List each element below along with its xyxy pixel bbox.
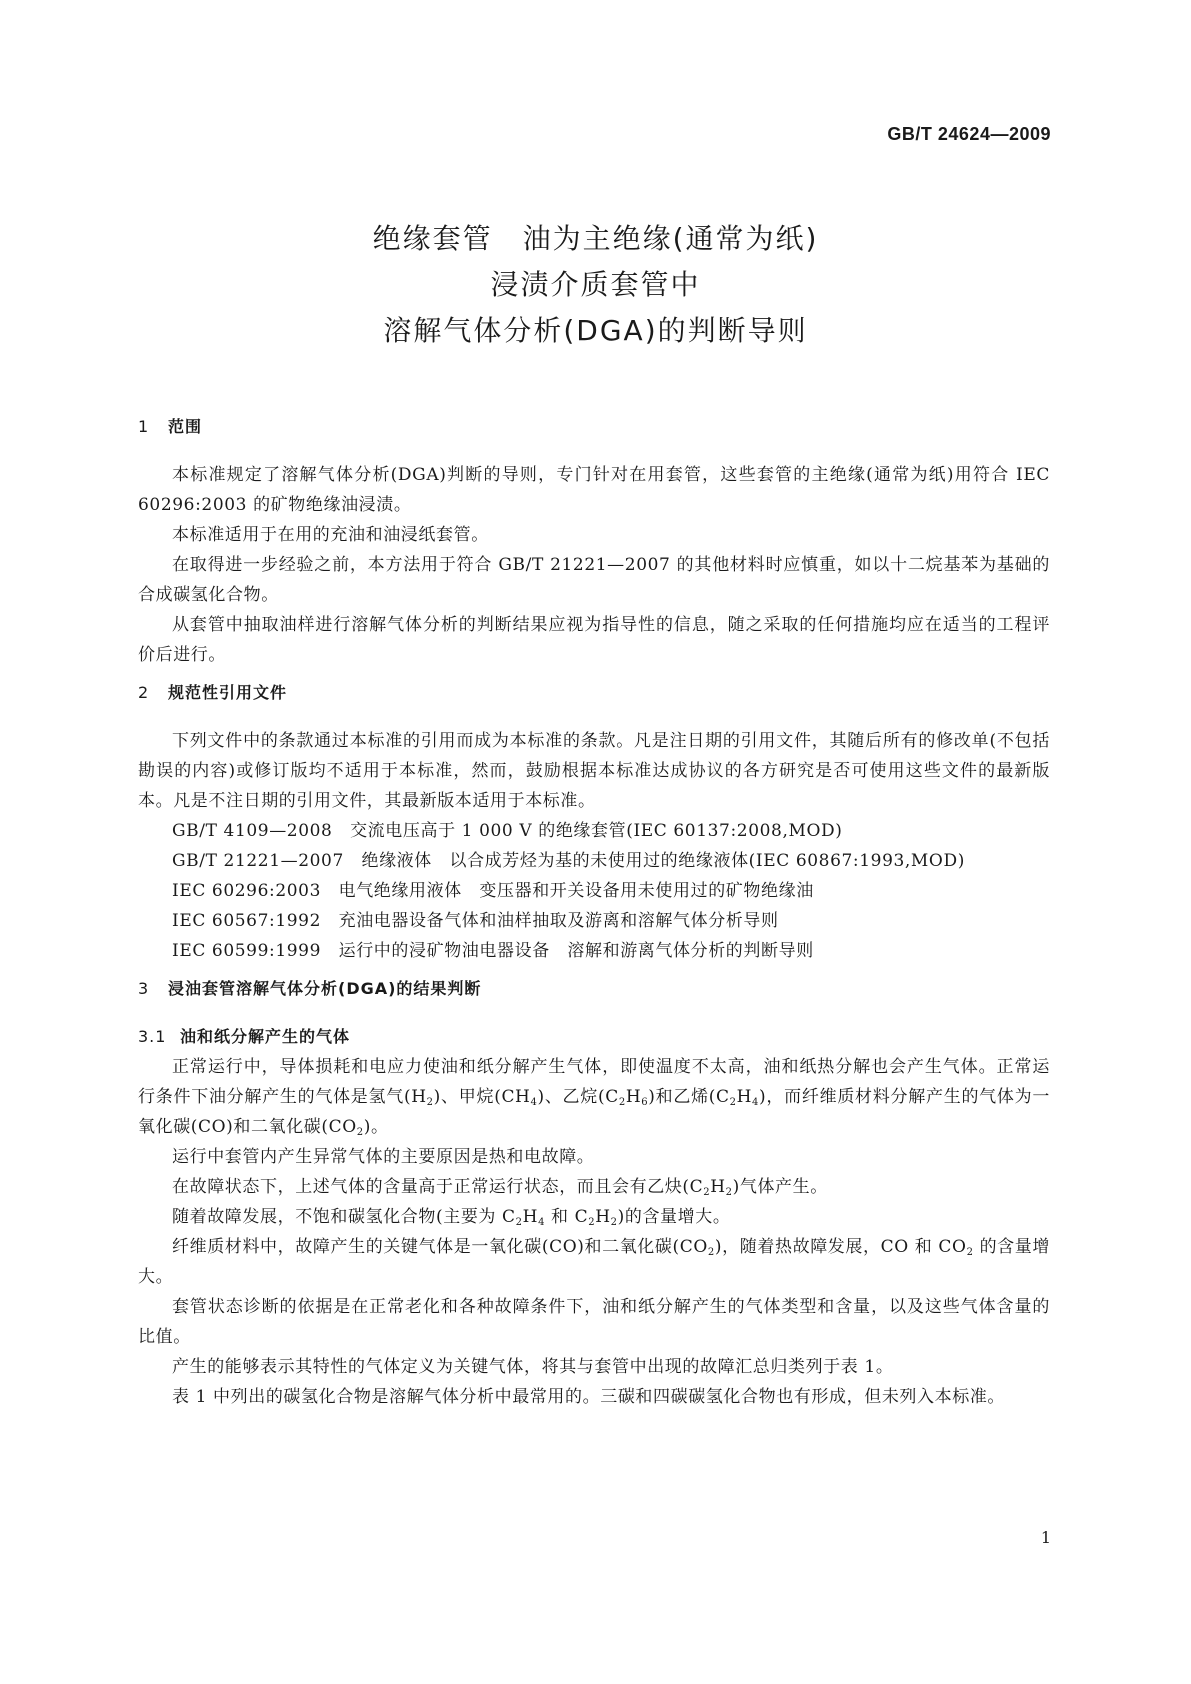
paragraph: 本标准适用于在用的充油和油浸纸套管。 [172,525,489,545]
paragraph: 表 1 中列出的碳氢化合物是溶解气体分析中最常用的。三碳和四碳碳氢化合物也有形成，但未列入本标准。 [172,1387,1006,1407]
reference-item: IEC 60567:1992 充油电器设备气体和油样抽取及游离和溶解气体分析导则 [172,911,779,931]
paragraph: 在故障状态下，上述气体的含量高于正常运行状态，而且会有乙炔$(C_2H_2)$气体产生。 [172,1177,828,1198]
reference-item: IEC 60296:2003 电气绝缘用液体 变压器和开关设备用未使用过的矿物绝缘油 [172,881,814,901]
section-number: 1 [138,417,150,436]
standard-code: GB/T 24624—2009 [887,124,1051,144]
reference-item: GB/T 4109—2008 交流电压高于 1 000 V 的绝缘套管(IEC 60137:2008,MOD) [172,821,843,841]
document-title [0,216,1191,354]
subsection-3-1-heading [138,1022,1050,1052]
paragraph: 正常运行中，导体损耗和电应力使油和纸分解产生气体，即使温度不太高，油和纸热分解也会产生气体。正常运行条件下油分解产生的气体是氢气$(H_2)$、甲烷$(CH_4)$、乙烷$(C_2H_6)$和乙烯$(C_2H_4)$，而纤维质材料分解产生的气体为一氧化碳(CO)和二氧化碳$(CO_2)$。 [138,1057,1050,1138]
paragraph: 随着故障发展，不饱和碳氢化合物(主要为 $C_2H_4$ 和 $C_2H_2$)的含量增大。 [172,1207,731,1228]
subsection-number: 3.1 [138,1027,167,1046]
section-number: 2 [138,683,150,702]
paragraph: 运行中套管内产生异常气体的主要原因是热和电故障。 [172,1147,595,1167]
title-line-2: 浸渍介质套管中 [490,268,701,301]
section-title: 范围 [168,417,203,436]
section-number: 3 [138,979,150,998]
reference-item: GB/T 21221—2007 绝缘液体 以合成芳烃为基的未使用过的绝缘液体(IEC 60867:1993,MOD) [172,851,965,871]
paragraph: 下列文件中的条款通过本标准的引用而成为本标准的条款。凡是注日期的引用文件，其随后所有的修改单(不包括勘误的内容)或修订版均不适用于本标准，然而，鼓励根据本标准达成协议的各方研究是否可使用这些文件的最新版本。凡是不注日期的引用文件，其最新版本适用于本标准。 [138,731,1050,811]
paragraph: 在取得进一步经验之前，本方法用于符合 GB/T 21221—2007 的其他材料时应慎重，如以十二烷基苯为基础的合成碳氢化合物。 [138,555,1050,605]
section-2-heading [138,678,1050,708]
section-3-heading [138,974,1050,1004]
document-body [138,412,1050,1412]
paragraph: 纤维质材料中，故障产生的关键气体是一氧化碳(CO)和二氧化碳$(CO_2)$，随着热故障发展，CO 和 $CO_2$ 的含量增大。 [138,1237,1050,1287]
section-title: 浸油套管溶解气体分析(DGA)的结果判断 [168,979,482,998]
paragraph: 产生的能够表示其特性的气体定义为关键气体，将其与套管中出现的故障汇总归类列于表 1。 [172,1357,894,1377]
reference-item: IEC 60599:1999 运行中的浸矿物油电器设备 溶解和游离气体分析的判断导则 [172,941,814,961]
title-line-1: 绝缘套管 油为主绝缘(通常为纸) [372,222,819,255]
paragraph: 从套管中抽取油样进行溶解气体分析的判断结果应视为指导性的信息，随之采取的任何措施均应在适当的工程评价后进行。 [138,615,1050,665]
section-title: 规范性引用文件 [168,683,288,702]
page-number: 1 [1040,1528,1051,1547]
section-1-heading [138,412,1050,442]
title-line-3: 溶解气体分析(DGA)的判断导则 [383,314,808,347]
paragraph: 本标准规定了溶解气体分析(DGA)判断的导则，专门针对在用套管，这些套管的主绝缘(通常为纸)用符合 IEC 60296:2003 的矿物绝缘油浸渍。 [138,465,1050,515]
paragraph: 套管状态诊断的依据是在正常老化和各种故障条件下，油和纸分解产生的气体类型和含量，以及这些气体含量的比值。 [138,1297,1050,1347]
subsection-title: 油和纸分解产生的气体 [180,1027,351,1046]
